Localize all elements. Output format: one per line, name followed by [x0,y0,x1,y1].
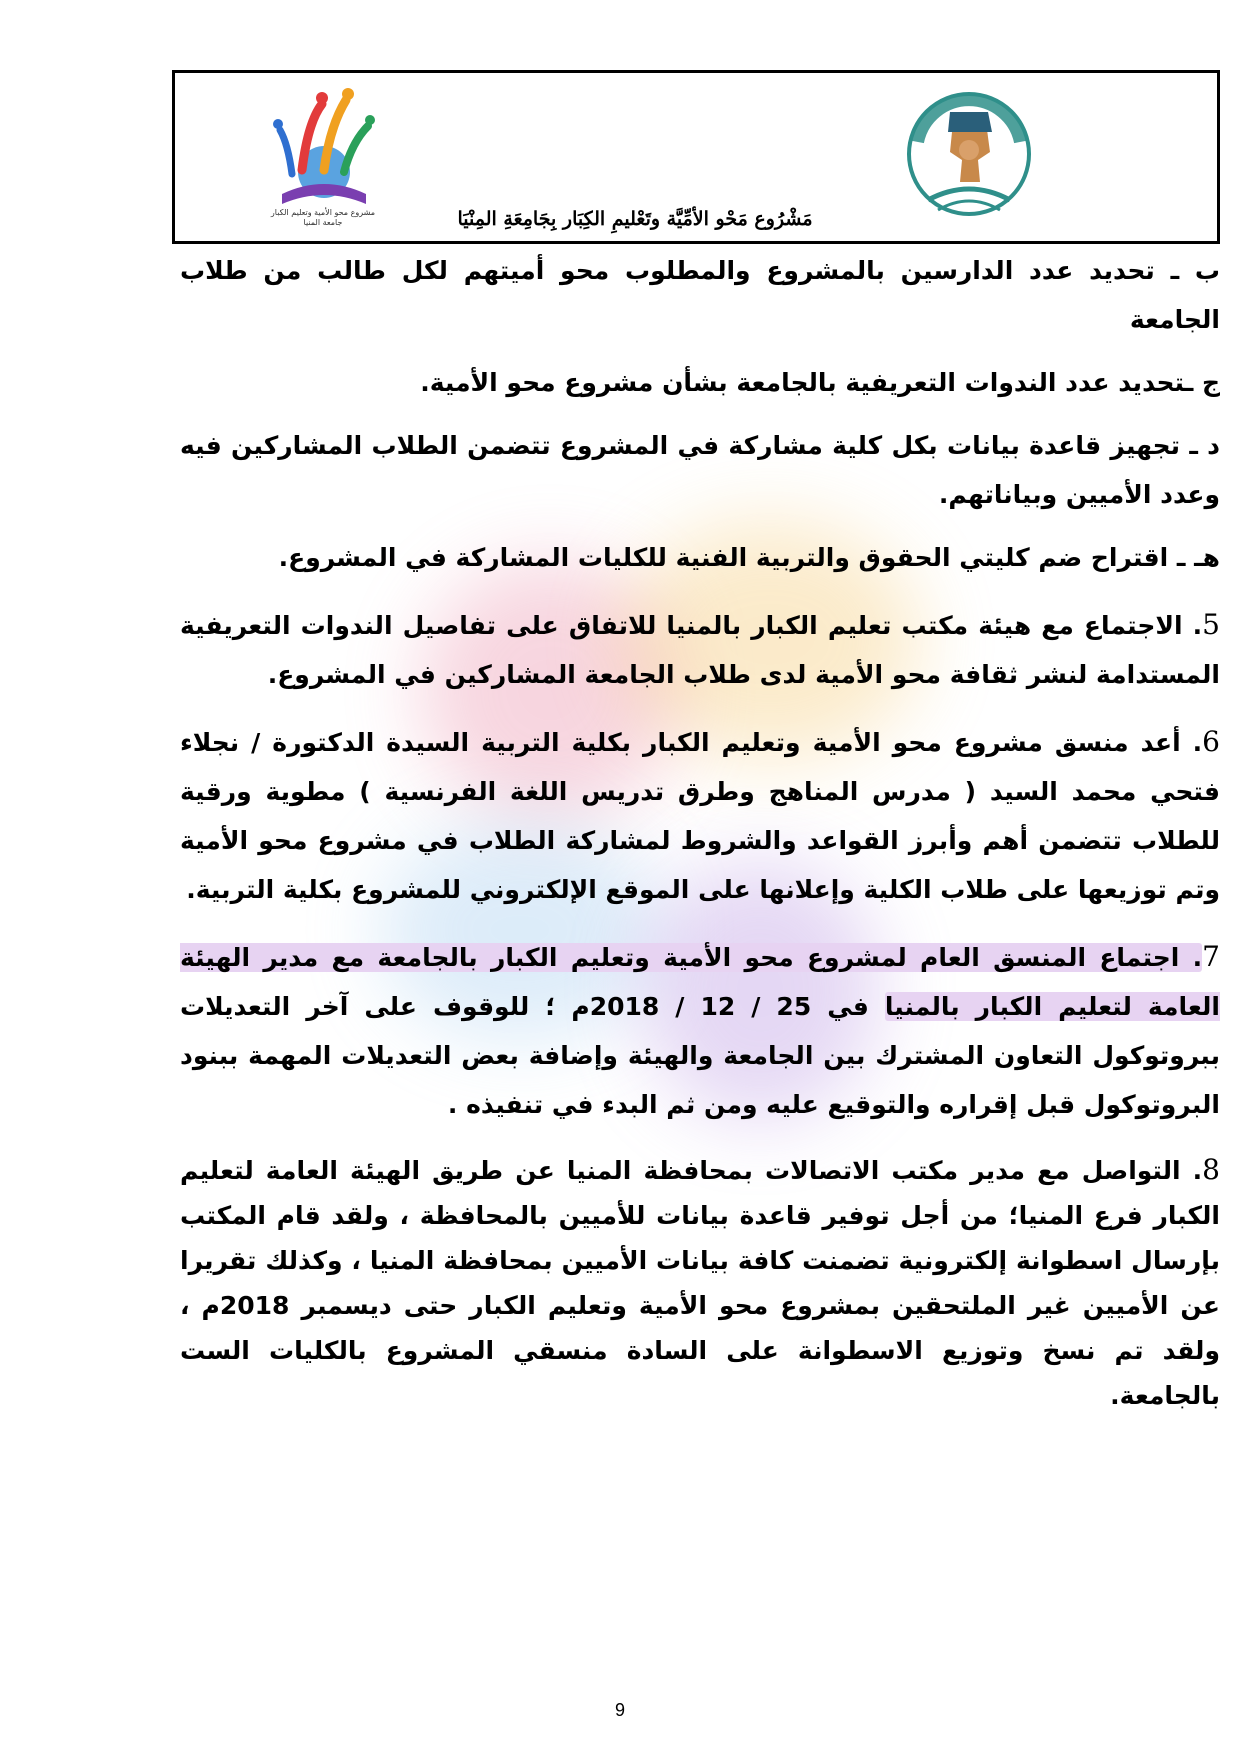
item-d: د ـ تجهيز قاعدة بيانات بكل كلية مشاركة في المشروع تتضمن الطلاب المشاركين فيه وعدد الأميين وبياناتهم. [180,431,1220,509]
item-c: ج ـتحديد عدد الندوات التعريفية بالجامعة بشأن مشروع محو الأمية. [420,368,1220,397]
logo-caption [252,208,394,228]
minia-university-logo [898,82,1040,232]
paragraph-number: 5 [1202,608,1220,641]
paragraph-8 [180,1147,1220,1418]
logo-caption-line2: جامعة المنيا [303,218,343,227]
paragraph-text: . الاجتماع مع هيئة مكتب تعليم الكبار بالمنيا للاتفاق على تفاصيل الندوات التعريفية المستدامة لنشر ثقافة محو الأمية لدى طلاب الجامعة المشاركين في المشروع. [180,611,1220,689]
paragraph-7 [180,932,1220,1129]
paragraph-text: . التواصل مع مدير مكتب الاتصالات بمحافظة المنيا عن طريق الهيئة العامة لتعليم الكبار فرع المنيا؛ من أجل توفير قاعدة بيانات للأميين بالمحافظة ، ولقد قام المكتب بإرسال اسطوانة إلكترونية تضمنت كافة بيانات الأميين بمحافظة المنيا ، وكذلك تقريرا عن الأميين غير الملتحقين بمشروع محو الأمية وتعليم الكبار حتى ديسمبر 2018م ، ولقد تم نسخ وتوزيع الاسطوانة على السادة منسقي المشروع بالكليات الست بالجامعة. [180,1156,1220,1410]
paragraph-number: 6 [1202,725,1220,758]
highlighted-text: . اجتماع المنسق العام لمشروع محو الأمية وتعليم الكبار بالجامعة مع مدير الهيئة العامة لتعليم الكبار بالمنيا [180,943,1220,1021]
document-body [180,246,1220,1432]
paragraph-text: في 25 / 12 / 2018م ؛ للوقوف على آخر التعديلات ببروتوكول التعاون المشترك بين الجامعة والهيئة وإضافة بعض التعديلات المهمة ببنود البروتوكول قبل إقراره والتوقيع عليه ومن ثم البدء في تنفيذه . [180,992,1220,1119]
paragraph-text: . أعد منسق مشروع محو الأمية وتعليم الكبار بكلية التربية السيدة الدكتورة / نجلاء فتحي محمد السيد ( مدرس المناهج وطرق تدريس اللغة الفرنسية ) مطوية ورقية للطلاب تتضمن أهم وأبرز القواعد والشروط لمشاركة الطلاب في مشروع محو الأمية وتم توزيعها على طلاب الكلية وإعلانها على الموقع الإلكتروني للمشروع بكلية التربية. [180,728,1220,904]
paragraph-6 [180,717,1220,914]
item-h: هـ ـ اقتراح ضم كليتي الحقوق والتربية الفنية للكليات المشاركة في المشروع. [278,543,1220,572]
paragraph-number: 7 [1202,940,1220,973]
item-b: ب ـ تحديد عدد الدارسين بالمشروع والمطلوب محو أميتهم لكل طالب من طلاب الجامعة [180,256,1220,334]
logo-caption-line1: مشروع محو الأمية وتعليم الكبار [270,208,376,217]
page-number: 9 [614,1700,625,1720]
paragraph-5 [180,600,1220,699]
paragraph-number: 8 [1202,1153,1220,1186]
header-title: مَشْرُوع مَحْو الأمِّيَّة وتَعْليمِ الكِبَار بِجَامِعَةِ المِنْيَا [457,208,813,230]
